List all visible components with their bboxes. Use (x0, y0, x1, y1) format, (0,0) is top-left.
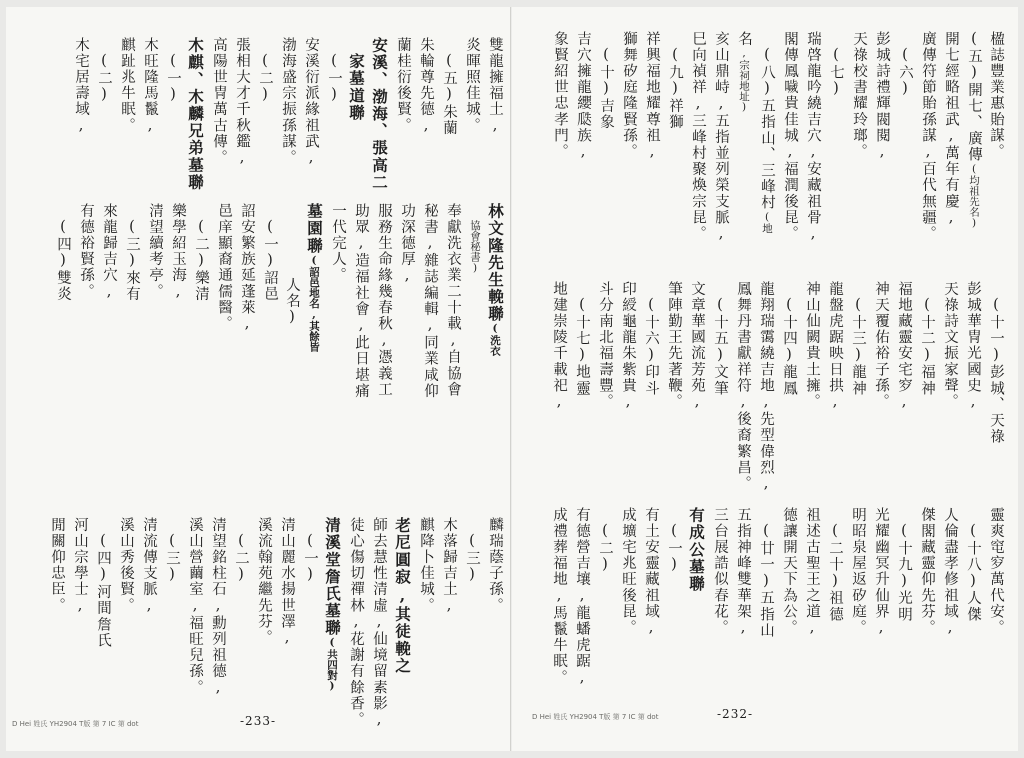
text-line: 福地藏靈安宅穸, (896, 281, 912, 412)
text-line: 德讓開天下為公。 (781, 507, 797, 636)
text-line: (八)五指山、三峰村(地 (759, 47, 775, 234)
text-line: 麟瑞蔭子孫。 (487, 517, 503, 614)
text-line: 助眾,造福社會,此日堪痛 (353, 203, 369, 400)
text-line: 麒趾兆牛眠。 (119, 37, 135, 134)
text-line: (十五)文筆 (712, 297, 728, 397)
text-line: 清望續考亭。 (147, 203, 163, 300)
text-line: 象賢紹世忠孝門。 (552, 31, 568, 160)
text-line: (二) (597, 523, 613, 575)
text-line: 徒心傷切禪林,花謝有餘香。 (348, 517, 364, 728)
print-footer: D Hei 姓氏 YH2904 T版 第 7 IC 第 dot (532, 713, 659, 721)
text-line: 祥興福地耀尊祖, (644, 31, 660, 162)
text-line: 成壙宅兆旺後昆。 (620, 507, 636, 636)
text-line: 麒降卜佳城。 (418, 517, 434, 614)
text-line: 一代完人。 (330, 203, 346, 284)
text-line: (三) (464, 533, 480, 585)
page-232 (512, 7, 1018, 751)
text-line: 天祿校書耀玲瑯。 (851, 31, 867, 160)
text-line: 溪山營繭室,福旺兒孫。 (187, 517, 203, 696)
text-line: 詔安繁族延蓬萊, (239, 203, 255, 334)
text-line: 斗分南北福壽豐。 (597, 281, 613, 410)
text-line: 三台展誥似春花。 (712, 507, 728, 636)
text-line: 彭城華冑光國史, (965, 281, 981, 412)
text-line: 渤海盛宗振孫謀。 (280, 37, 296, 166)
text-line: 雙龍擁福土, (487, 37, 503, 136)
text-line: 天祿詩文振家聲。 (942, 281, 958, 410)
text-line: 蘭桂衍後賢。 (395, 37, 411, 134)
text-line: 功深德厚, (399, 203, 415, 285)
page-233 (6, 7, 511, 751)
text-line: (十二)福神 (919, 297, 935, 397)
text-line: 木落歸吉土, (441, 517, 457, 616)
text-line: 光耀幽冥升仙界, (873, 507, 889, 638)
text-line: 彭城詩禮輝閥閱, (874, 31, 890, 162)
text-line: 服務生命緣幾春秋,憑義工 (376, 203, 392, 398)
text-line: (廿一)五指山 (758, 523, 774, 639)
text-line: 木旺隆馬鬣, (142, 37, 158, 136)
text-line: (二) (96, 53, 112, 105)
text-line: (十八)人傑 (965, 523, 981, 623)
page-number: -232- (717, 707, 754, 721)
print-footer: D Hei 姓氏 YH2904 T版 第 7 IC 第 dot (12, 720, 139, 728)
text-line: 龍翔瑞霭繞吉地,先型偉烈, (758, 281, 774, 494)
text-line: 鳳舞丹書獻祥符,後裔繁昌。 (735, 281, 751, 492)
text-line: (二)樂清 (193, 219, 209, 303)
text-line: (三) (164, 533, 180, 585)
text-line: (十四)龍鳳 (781, 297, 797, 397)
text-line: (二) (233, 533, 249, 585)
text-line: (十九)光明 (896, 523, 912, 623)
text-line: (三)來有 (124, 219, 140, 303)
text-line: 文章華國流芳苑, (689, 281, 705, 412)
heading-lin-wenlong: 林文隆先生輓聯(洗衣 (486, 203, 505, 356)
text-line: 吉穴擁龍纓瓞族, (575, 31, 591, 162)
text-line: (二十)祖德 (827, 523, 843, 623)
text-line: 楹誌豐業惠貽謀。 (988, 31, 1004, 160)
heading-anxi-bohai: 安溪、渤海、張高二 (370, 37, 389, 191)
text-line: (二) (257, 53, 273, 105)
text-line: (六) (897, 47, 913, 99)
text-line: (四)河間詹氏 (95, 533, 111, 649)
text-line: 巳向禎祥,三峰村聚煥宗昆。 (690, 31, 706, 242)
heading-laoni: 老尼圓寂,其徒輓之 (393, 517, 412, 675)
text-line: 人名) (284, 277, 300, 327)
text-line: (一)詔邑 (262, 219, 278, 303)
text-line: 廣傳符節貽孫謀,百代無疆。 (920, 31, 936, 242)
text-line: 溪流翰苑繼先芬。 (256, 517, 272, 646)
text-line: 朱輪尊先德, (418, 37, 434, 136)
heading-muyuan: 墓園聯(詔邑地名,其餘皆 (305, 203, 324, 352)
text-line: 協會秘書) (469, 220, 481, 274)
text-line: 邑庠顯裔通儒醫。 (216, 203, 232, 332)
text-line: 亥山鼎峙,五指並列榮支脈, (713, 31, 729, 244)
text-line: 地建崇陵千載祀, (551, 281, 567, 412)
text-line: 明昭泉屋返矽庭。 (850, 507, 866, 636)
text-line: 秘書,雜誌編輯,同業咸仰 (422, 203, 438, 400)
text-line: 人倫盡孝修祖域, (942, 507, 958, 638)
text-line: (九)祥獅 (667, 47, 683, 131)
text-line: 有德裕賢孫。 (78, 203, 94, 300)
text-line: (七) (828, 47, 844, 99)
text-line: (五)開七、廣傳(均祖先名) (966, 31, 982, 229)
text-line: 筆陣勤王先著鞭。 (666, 281, 682, 410)
text-line: (一) (302, 533, 318, 585)
text-line: 有土安靈藏祖域, (643, 507, 659, 638)
text-line: (五)朱蘭 (441, 53, 457, 137)
text-line: 清山麗水揚世澤, (279, 517, 295, 648)
text-line: 閒關仰忠臣。 (49, 517, 65, 614)
text-line: 神山仙闕貴土擁。 (804, 281, 820, 410)
text-line: (十七)地靈 (574, 297, 590, 397)
heading-muqi-mulin: 木麒、木麟兄弟墓聯 (186, 37, 205, 191)
text-line: 龍盤虎踞映日拱, (827, 281, 843, 412)
text-line: 神天覆佑裕子孫。 (873, 281, 889, 410)
text-line: 祖述古聖王之道, (804, 507, 820, 638)
text-line: (一) (326, 53, 342, 105)
text-line: 傑閣藏靈仰先芬。 (919, 507, 935, 636)
text-line: (十六)印斗 (643, 297, 659, 397)
text-line: 清望銘柱石,勳列祖德, (210, 517, 226, 698)
text-line: 木宅居壽域, (73, 37, 89, 136)
text-line: (十一)彭城、天祿 (988, 297, 1004, 445)
text-line: 成禮葬福地,馬鬣牛眠。 (551, 507, 567, 686)
text-line: 獅舞矽庭隆賢孫。 (621, 31, 637, 160)
text-line: 開七經略祖武,萬年有慶, (943, 31, 959, 228)
text-line: (一) (666, 523, 682, 575)
heading-qingxitang: 清溪堂詹氏墓聯(共四對) (323, 517, 342, 693)
text-line: (十三)龍神 (850, 297, 866, 397)
text-line: (十)吉象 (598, 47, 614, 131)
text-line: 瑞啓龍吟繞吉穴,安藏祖骨, (805, 31, 821, 244)
text-line: 清流傳支脈, (141, 517, 157, 616)
text-line: 高陽世冑萬古傳。 (211, 37, 227, 166)
text-line: 奉獻洗衣業二十載,自協會 (445, 203, 461, 398)
text-line: (四)雙炎 (55, 219, 71, 303)
text-line: 有德營吉壤,龍蟠虎踞, (574, 507, 590, 688)
text-line: 來龍歸吉穴, (101, 203, 117, 302)
text-line: 樂學紹玉海, (170, 203, 186, 302)
page-number: -233- (240, 714, 277, 728)
text-line: 炎暉照佳城。 (464, 37, 480, 134)
text-line: 安溪衍派緣祖武, (303, 37, 319, 168)
text-line: 河山宗學士, (72, 517, 88, 616)
text-line: 閣傳鳳噦貴佳城,福潤後昆。 (782, 31, 798, 242)
text-line: 師去慧性清虛,仙境留素影, (371, 517, 387, 730)
text-line: 張相大才千秋鑑, (234, 37, 250, 168)
text-line: 名,宗祠地址) (736, 31, 752, 114)
text-line: 印綬龜龍朱紫貴, (620, 281, 636, 412)
text-line: 溪山秀後賢。 (118, 517, 134, 614)
heading-line: 家墓道聯 (347, 53, 366, 122)
text-line: 靈爽窀穸萬代安。 (988, 507, 1004, 636)
text-line: 五指神峰雙華架, (735, 507, 751, 638)
heading-youcheng: 有成公墓聯 (687, 507, 706, 593)
text-line: (一) (165, 53, 181, 105)
